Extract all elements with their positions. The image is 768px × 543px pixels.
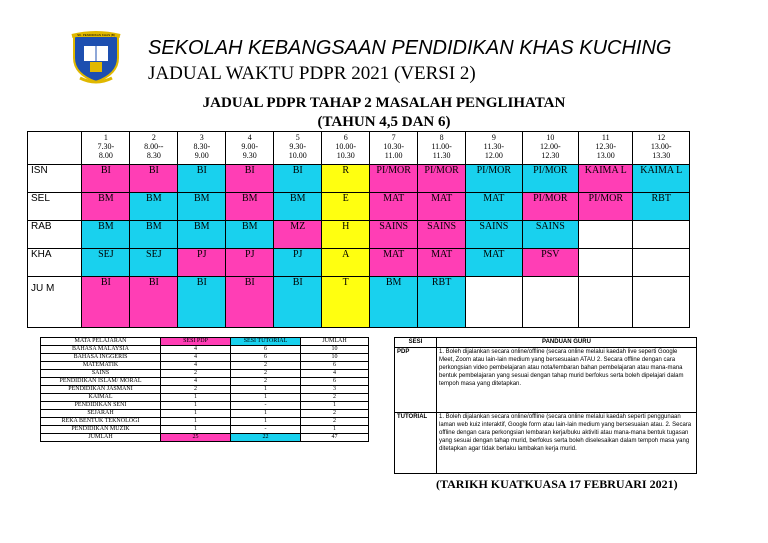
- period-header: [274, 132, 322, 165]
- timetable-cell: BM: [178, 193, 226, 221]
- subject-summary-table: [40, 337, 369, 442]
- timetable-cell: SEJ: [130, 249, 178, 277]
- subject-row: [41, 370, 369, 378]
- period-header: [370, 132, 418, 165]
- period-time2: 11.00: [384, 151, 403, 160]
- period-time2: 13.00: [596, 151, 615, 160]
- subject-cell: PENDIDIKAN JASMANI: [41, 386, 161, 394]
- timetable-cell: PI/MOR: [522, 165, 578, 193]
- subject-row: [41, 394, 369, 402]
- timetable-cell: [579, 249, 633, 277]
- subject-cell: BAHASA INGGERIS: [41, 354, 161, 362]
- timetable-cell: SAINS: [522, 221, 578, 249]
- period-header: [178, 132, 226, 165]
- period-time2: 10.30: [336, 151, 355, 160]
- period-time1: 12.30-: [595, 142, 617, 151]
- subject-cell: 1: [231, 394, 301, 402]
- subject-total-cell: JUMLAH: [41, 434, 161, 442]
- period-time1: 9.30-: [289, 142, 307, 151]
- subject-cell: 1: [161, 418, 231, 426]
- timetable-cell: SAINS: [418, 221, 466, 249]
- subject-cell: 1: [161, 426, 231, 434]
- timetable-version-title: JADUAL WAKTU PDPR 2021 (VERSI 2): [148, 63, 476, 84]
- period-time1: 12.00-: [540, 142, 561, 151]
- subject-cell: 4: [161, 378, 231, 386]
- subject-cell: 6: [231, 346, 301, 354]
- day-row: [28, 277, 690, 328]
- subject-cell: PENDIDIKAN SENI: [41, 402, 161, 410]
- subject-row: [41, 402, 369, 410]
- timetable-cell: BI: [226, 277, 274, 328]
- timetable-cell: T: [322, 277, 370, 328]
- timetable-cell: MAT: [466, 249, 522, 277]
- school-name: SEKOLAH KEBANGSAAN PENDIDIKAN KHAS KUCHING: [148, 37, 672, 59]
- subject-row: [41, 426, 369, 434]
- subject-row: [41, 418, 369, 426]
- period-no: 7: [391, 133, 396, 142]
- timetable-cell: H: [322, 221, 370, 249]
- timetable-cell: BM: [370, 277, 418, 328]
- timetable-cell: BI: [130, 165, 178, 193]
- subject-table-header: SESI TUTORIAL: [231, 338, 301, 346]
- subject-cell: 2: [161, 370, 231, 378]
- period-header: [522, 132, 578, 165]
- subject-cell: SEJARAH: [41, 410, 161, 418]
- guide-pdp-label: PDP: [395, 348, 437, 413]
- subject-row: [41, 410, 369, 418]
- timetable-cell: MAT: [370, 249, 418, 277]
- subject-row: [41, 354, 369, 362]
- timetable-cell: [579, 221, 633, 249]
- period-header: [322, 132, 370, 165]
- timetable-cell: KAIMA L: [579, 165, 633, 193]
- subject-total-row: [41, 434, 369, 442]
- timetable-cell: BM: [274, 193, 322, 221]
- subject-cell: BAHASA MALAYSIA: [41, 346, 161, 354]
- subject-table-header: JUMLAH: [301, 338, 369, 346]
- timetable-cell: [466, 277, 522, 328]
- period-no: 9: [491, 133, 496, 142]
- period-header: [418, 132, 466, 165]
- subject-cell: 4: [161, 354, 231, 362]
- effective-date: (TARIKH KUATKUASA 17 FEBRUARI 2021): [436, 477, 678, 491]
- subject-cell: 2: [161, 386, 231, 394]
- timetable-cell: KAIMA L: [633, 165, 690, 193]
- subject-cell: 2: [231, 378, 301, 386]
- timetable-cell: BM: [226, 193, 274, 221]
- subject-cell: 4: [301, 370, 369, 378]
- timetable-cell: BI: [226, 165, 274, 193]
- day-row: [28, 193, 690, 221]
- subject-cell: 6: [301, 378, 369, 386]
- period-time2: 12.00: [484, 151, 503, 160]
- timetable-cell: [633, 277, 690, 328]
- timetable-cell: MAT: [370, 193, 418, 221]
- timetable-cell: BM: [82, 221, 130, 249]
- timetable-cell: BM: [178, 221, 226, 249]
- subject-cell: 6: [231, 354, 301, 362]
- day-name: ISN: [28, 165, 82, 193]
- subject-cell: 10: [301, 346, 369, 354]
- period-time1: 11.00-: [431, 142, 452, 151]
- timetable-title: JADUAL PDPR TAHAP 2 MASALAH PENGLIHATAN: [202, 95, 566, 111]
- day-row: [28, 249, 690, 277]
- period-time2: 8.00: [98, 151, 113, 160]
- subject-row: [41, 386, 369, 394]
- period-time1: 7.30-: [97, 142, 115, 151]
- subject-row: [41, 362, 369, 370]
- timetable-cell: [633, 221, 690, 249]
- subject-cell: REKA BENTUK TEKNOLOGI: [41, 418, 161, 426]
- timetable-cell: PJ: [178, 249, 226, 277]
- timetable-cell: PI/MOR: [466, 165, 522, 193]
- guide-header-session: SESI: [395, 338, 437, 348]
- teacher-guide-table: [394, 337, 697, 474]
- period-no: 1: [103, 133, 108, 142]
- timetable-cell: [579, 277, 633, 328]
- subject-cell: 1: [231, 410, 301, 418]
- subject-cell: 1: [161, 394, 231, 402]
- timetable-cell: MAT: [418, 249, 466, 277]
- timetable-cell: BI: [178, 277, 226, 328]
- subject-cell: SAINS: [41, 370, 161, 378]
- timetable-subtitle: (TAHUN 4,5 DAN 6): [317, 114, 451, 130]
- subject-cell: 1: [231, 386, 301, 394]
- subject-cell: 3: [301, 386, 369, 394]
- timetable-cell: BI: [82, 165, 130, 193]
- subject-total-cell: 22: [231, 434, 301, 442]
- guide-header-guide: PANDUAN GURU: [437, 338, 697, 348]
- timetable-cell: MAT: [466, 193, 522, 221]
- subject-cell: -: [231, 426, 301, 434]
- subject-cell: 6: [301, 362, 369, 370]
- subject-cell: PENDIDIKAN ISLAM/ MORAL: [41, 378, 161, 386]
- period-header: [466, 132, 522, 165]
- day-row: [28, 165, 690, 193]
- period-time2: 11.30: [432, 151, 451, 160]
- timetable-cell: A: [322, 249, 370, 277]
- period-header: [226, 132, 274, 165]
- timetable-cell: BM: [82, 193, 130, 221]
- timetable-cell: BI: [82, 277, 130, 328]
- subject-cell: 1: [231, 418, 301, 426]
- subject-cell: 1: [161, 410, 231, 418]
- subject-cell: 4: [161, 346, 231, 354]
- day-name: KHA: [28, 249, 82, 277]
- timetable-cell: PI/MOR: [579, 193, 633, 221]
- period-time2: 9.30: [242, 151, 257, 160]
- subject-cell: 2: [231, 362, 301, 370]
- day-name: JU M: [28, 277, 82, 328]
- subject-total-cell: 25: [161, 434, 231, 442]
- period-time2: 8.30: [146, 151, 161, 160]
- timetable: [27, 131, 690, 328]
- timetable-cell: BM: [130, 193, 178, 221]
- svg-text:SK. PENDIDIKAN KHAS (B): SK. PENDIDIKAN KHAS (B): [77, 33, 115, 37]
- timetable-cell: PSV: [522, 249, 578, 277]
- timetable-cell: SEJ: [82, 249, 130, 277]
- period-time1: 11.30-: [483, 142, 505, 151]
- period-time1: 8.00--: [144, 142, 164, 151]
- subject-total-cell: 47: [301, 434, 369, 442]
- timetable-cell: E: [322, 193, 370, 221]
- period-time1: 10.00-: [335, 142, 357, 151]
- period-header: [579, 132, 633, 165]
- corner-cell: [28, 132, 82, 165]
- timetable-cell: BI: [274, 277, 322, 328]
- timetable-cell: BM: [226, 221, 274, 249]
- timetable-cell: BI: [274, 165, 322, 193]
- subject-cell: -: [231, 402, 301, 410]
- period-no: 3: [199, 133, 204, 142]
- subject-cell: 1: [301, 402, 369, 410]
- timetable-cell: PI/MOR: [522, 193, 578, 221]
- subject-row: [41, 346, 369, 354]
- timetable-cell: PI/MOR: [418, 165, 466, 193]
- timetable-cell: BM: [130, 221, 178, 249]
- period-time2: 13.30: [652, 151, 671, 160]
- timetable-cell: R: [322, 165, 370, 193]
- subject-cell: 2: [301, 418, 369, 426]
- period-time1: 10.30-: [383, 142, 404, 151]
- timetable-cell: PJ: [274, 249, 322, 277]
- period-time1: 8.30-: [193, 142, 211, 151]
- period-no: 4: [247, 133, 252, 142]
- subject-cell: 4: [161, 362, 231, 370]
- period-no: 5: [295, 133, 300, 142]
- timetable-cell: SAINS: [370, 221, 418, 249]
- subject-table-header: MATA PELAJARAN: [41, 338, 161, 346]
- subject-row: [41, 378, 369, 386]
- subject-cell: 1: [301, 426, 369, 434]
- subject-table-header: SESI PDP: [161, 338, 231, 346]
- subject-cell: 10: [301, 354, 369, 362]
- period-no: 10: [546, 133, 555, 142]
- subject-cell: KAIMAL: [41, 394, 161, 402]
- period-time2: 10.00: [288, 151, 307, 160]
- period-no: 2: [151, 133, 156, 142]
- period-time2: 12.30: [541, 151, 560, 160]
- period-no: 11: [601, 133, 610, 142]
- school-logo: [68, 28, 124, 84]
- subject-cell: 2: [231, 370, 301, 378]
- period-header: [130, 132, 178, 165]
- timetable-cell: PI/MOR: [370, 165, 418, 193]
- day-name: SEL: [28, 193, 82, 221]
- period-header: [82, 132, 130, 165]
- guide-tutorial-text: 1. Boleh dijalankan secara online/offline (secara online melalui kaedah seperti penggunaan laman web kuiz interaktif, Google form atau lain-lain medium yang bersesuaian atau. 2. Secara offline dengan cara perkongsian lembaran kerja/buku aktiviti atau mana-mana bentuk tugasan yang sesuai dengan tahap murid, berfokus serta boleh diselesaikan dalam tempoh masa yang ditetapkan agar tidak berlaku lambakan kerja murid.: [437, 413, 697, 474]
- timetable-cell: BI: [178, 165, 226, 193]
- timetable-cell: SAINS: [466, 221, 522, 249]
- period-no: 8: [439, 133, 444, 142]
- period-no: 12: [657, 133, 666, 142]
- period-time1: 9.00-: [241, 142, 259, 151]
- period-no: 6: [343, 133, 348, 142]
- timetable-cell: PJ: [226, 249, 274, 277]
- day-row: [28, 221, 690, 249]
- timetable-cell: MAT: [418, 193, 466, 221]
- guide-pdp-text: 1. Boleh dijalankan secara online/offline (secara online melalui kaedah live seperti Google Meet, Zoom atau lain-lain medium yang bersesuaian ATAU 2. Secara offline dengan cara perkongsian video pembelajaran atau nota/lembaran bahan pembelajaran atau mana-mana bentuk pembelajaran yang sesuai dengan tahap murid berfokus serta boleh dipelajari dalam tempoh masa yang ditetapkan.: [437, 348, 697, 413]
- day-name: RAB: [28, 221, 82, 249]
- subject-cell: 2: [301, 410, 369, 418]
- timetable-cell: [633, 249, 690, 277]
- period-time1: 13.00-: [650, 142, 672, 151]
- timetable-cell: [522, 277, 578, 328]
- timetable-cell: BI: [130, 277, 178, 328]
- subject-cell: 1: [161, 402, 231, 410]
- subject-cell: 2: [301, 394, 369, 402]
- timetable-cell: MZ: [274, 221, 322, 249]
- period-time2: 9.00: [194, 151, 209, 160]
- subject-cell: MATEMATIK: [41, 362, 161, 370]
- period-header: [633, 132, 690, 165]
- guide-tutorial-label: TUTORIAL: [395, 413, 437, 474]
- subject-cell: PENDIDIKAN MUZIK: [41, 426, 161, 434]
- timetable-cell: RBT: [633, 193, 690, 221]
- timetable-cell: RBT: [418, 277, 466, 328]
